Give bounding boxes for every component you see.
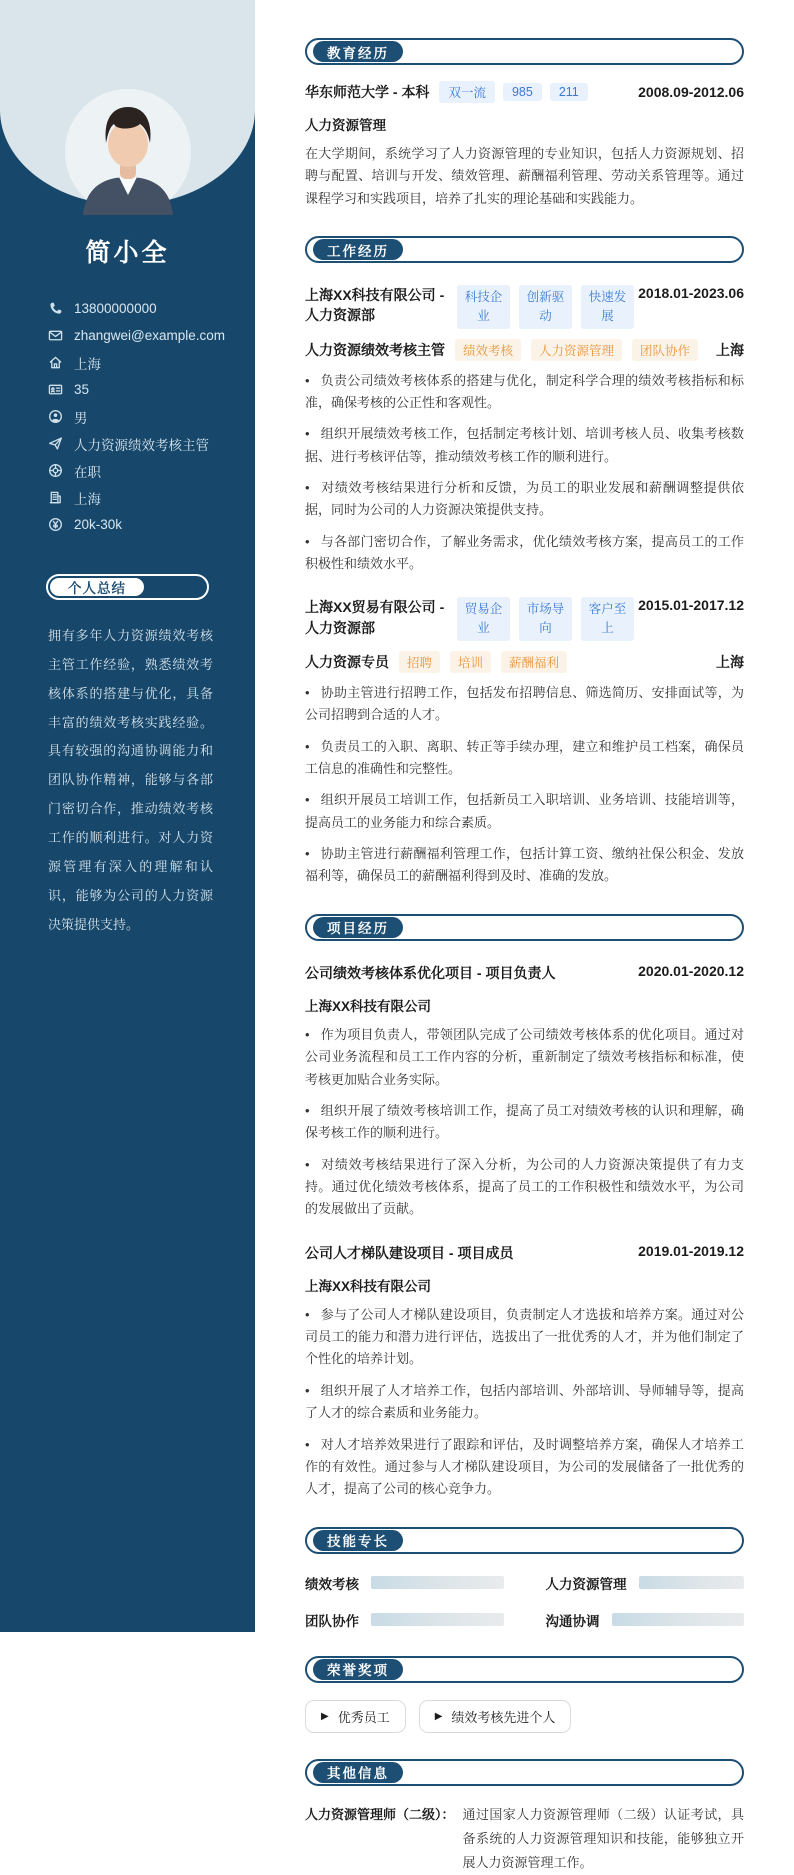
bullet-dot: • (305, 372, 310, 388)
project-name: 公司绩效考核体系优化项目 - 项目负责人 (305, 964, 556, 981)
project-header (305, 963, 744, 983)
project-company: 上海XX科技有限公司 (305, 998, 432, 1014)
school-badge: 985 (503, 83, 542, 101)
skill-name: 团队协作 (305, 1613, 359, 1629)
skills-grid (305, 1573, 744, 1630)
bullet-dot: • (305, 846, 310, 862)
skill-item (305, 1610, 504, 1630)
school-name: 华东师范大学 - 本科 (305, 84, 430, 100)
job-location: 上海 (716, 653, 744, 670)
other-section-header (305, 1759, 744, 1786)
work-section-title: 工作经历 (313, 239, 403, 260)
education-entry-header (305, 81, 744, 103)
bullet-dot: • (305, 684, 310, 700)
building-icon (48, 490, 63, 505)
job-role: 人力资源绩效考核主管 (305, 341, 445, 358)
certificate-description: 通过国家人力资源管理师（二级）认证考试，具备系统的人力资源管理知识和技能，能够独立开展人力资源管理工作。 (462, 1806, 744, 1870)
avatar (65, 89, 191, 215)
school-badges (439, 81, 587, 103)
bullet-dot: • (305, 426, 310, 442)
job-location: 上海 (716, 341, 744, 358)
education-section-title: 教育经历 (313, 41, 403, 62)
id-card-icon (48, 382, 63, 397)
job-date: 2018.01-2023.06 (638, 285, 744, 302)
play-icon: ▶ (434, 1710, 443, 1722)
education-description: 在大学期间，系统学习了人力资源管理的专业知识，包括人力资源规划、招聘与配置、培训与开发、绩效管理、薪酬福利管理、劳动关系管理等。通过课程学习和实践项目，培养了扎实的理论基础和实践能力。 (305, 146, 744, 206)
project-company: 上海XX科技有限公司 (305, 1278, 432, 1294)
contact-city-text: 上海 (74, 491, 101, 507)
job-company-tags (457, 597, 634, 641)
home-icon (48, 355, 63, 370)
contact-status (48, 457, 229, 484)
bullet-dot: • (305, 738, 310, 754)
role-tag: 团队协作 (632, 339, 698, 361)
bullet-text: 协助主管进行招聘工作，包括发布招聘信息、筛选简历、安排面试等，为公司招聘到合适的人才。 (305, 684, 744, 723)
bullet-text: 负责公司绩效考核体系的搭建与优化，制定科学合理的绩效考核指标和标准，确保考核的公正性和客观性。 (305, 372, 744, 410)
contact-age (48, 376, 229, 403)
honor-text: 绩效考核先进个人 (451, 1709, 556, 1725)
bullet-text: 对绩效考核结果进行了深入分析，为公司的人力资源决策提供了有力支持。通过优化绩效考核体系，提高了员工的工作积极性和绩效水平，为公司的发展做出了贡献。 (305, 1156, 744, 1217)
contact-list (48, 295, 229, 538)
other-section-title: 其他信息 (313, 1762, 403, 1783)
projects-section-title: 项目经历 (313, 917, 403, 938)
bullet-text: 对人才培养效果进行了跟踪和评估，及时调整培养方案，确保人才培养工作的有效性。通过参与人才梯队建设项目，为公司的发展储备了一批优秀的人才，提高了公司的核心竞争力。 (305, 1436, 744, 1497)
bullet-text: 作为项目负责人，带领团队完成了公司绩效考核体系的优化项目。通过对公司业务流程和员工工作内容的分析，重新制定了绩效考核指标和标准，使考核更加贴合业务实际。 (305, 1026, 744, 1087)
job-header (305, 285, 744, 329)
section-education (305, 38, 744, 210)
bullet-text: 组织开展了人才培养工作，包括内部培训、外部培训、导师辅导等，提高了人才的综合素质和业务能力。 (305, 1382, 744, 1421)
job-company: 上海XX贸易有限公司 - 人力资源部 (305, 599, 445, 636)
skill-name: 人力资源管理 (545, 1576, 627, 1592)
role-tag: 绩效考核 (455, 339, 521, 361)
project-header (305, 1243, 744, 1263)
certificate-name: 人力资源管理师（二级）： (305, 1806, 455, 1822)
bullet-dot: • (305, 1156, 310, 1172)
company-tag: 快速发展 (581, 285, 634, 329)
bullet-text: 对绩效考核结果进行分析和反馈，为员工的职业发展和薪酬调整提供依据，同时为公司的人力资源决策提供支持。 (305, 480, 744, 518)
bullet-item (305, 1100, 744, 1145)
company-tag: 科技企业 (457, 285, 510, 329)
bullet-dot: • (305, 1382, 310, 1398)
gender-icon (48, 409, 63, 424)
project-entry (305, 963, 744, 1221)
bullet-item (305, 370, 744, 415)
contact-email (48, 322, 229, 349)
play-icon: ▶ (321, 1710, 329, 1722)
phone-icon (48, 301, 63, 316)
contact-gender (48, 403, 229, 430)
job-role-row (305, 339, 744, 361)
bullet-item (305, 1434, 744, 1501)
bullet-dot: • (305, 1102, 310, 1118)
job-entry (305, 285, 744, 575)
contact-phone (48, 295, 229, 322)
honor-pill (305, 1700, 406, 1733)
main-content (255, 0, 794, 1875)
contact-city (48, 484, 229, 511)
bullet-dot: • (305, 1436, 310, 1452)
summary-section-header (46, 574, 209, 600)
status-icon (48, 463, 63, 478)
bullet-dot: • (305, 792, 310, 808)
education-major: 人力资源管理 (305, 118, 386, 133)
skill-item (546, 1573, 745, 1593)
work-section-header (305, 236, 744, 263)
contact-salary (48, 511, 229, 538)
company-tag: 创新驱动 (519, 285, 572, 329)
bullet-text: 协助主管进行薪酬福利管理工作，包括计算工资、缴纳社保公积金、发放福利等，确保员工的薪酬福利得到及时、准确的发放。 (305, 846, 744, 884)
skill-name: 沟通协调 (545, 1613, 600, 1629)
bullet-item (305, 736, 744, 781)
bullet-dot: • (305, 480, 310, 496)
paper-plane-icon (48, 436, 63, 451)
project-name: 公司人才梯队建设项目 - 项目成员 (305, 1244, 514, 1261)
job-entry (305, 597, 744, 887)
job-company: 上海XX科技有限公司 - 人力资源部 (305, 287, 445, 324)
school-badge: 211 (550, 83, 588, 101)
honor-pill (419, 1700, 572, 1733)
skill-bar (371, 1576, 504, 1589)
certificate-row (305, 1803, 744, 1875)
projects-section-header (305, 914, 744, 941)
contact-position-text: 人力资源绩效考核主管 (74, 437, 209, 453)
education-date: 2008.09-2012.06 (638, 84, 744, 100)
honors-section-header (305, 1656, 744, 1683)
project-date: 2019.01-2019.12 (638, 1242, 744, 1259)
contact-hometown (48, 349, 229, 376)
honors-list (305, 1700, 744, 1733)
job-header (305, 597, 744, 641)
skill-item (546, 1610, 745, 1630)
bullet-item (305, 1304, 744, 1371)
candidate-name: 简小全 (85, 239, 170, 267)
company-tag: 客户至上 (581, 597, 634, 641)
skills-section-header (305, 1527, 744, 1554)
bullet-item (305, 1024, 744, 1091)
contact-salary-text: 20k-30k (74, 517, 123, 532)
bullet-item (305, 423, 744, 468)
avatar-illustration (65, 89, 191, 215)
contact-phone-text: 13800000000 (74, 301, 157, 316)
sidebar (0, 0, 255, 1632)
bullet-text: 组织开展了绩效考核培训工作，提高了员工对绩效考核的认识和理解，确保考核工作的顺利进行。 (305, 1102, 744, 1141)
section-honors (305, 1656, 744, 1733)
skills-section-title: 技能专长 (313, 1530, 403, 1551)
salary-icon (48, 517, 63, 532)
company-tag: 市场导向 (519, 597, 572, 641)
bullet-dot: • (305, 1026, 310, 1042)
bullet-dot: • (305, 1306, 310, 1322)
contact-hometown-text: 上海 (74, 356, 101, 372)
project-entry (305, 1243, 744, 1501)
job-role: 人力资源专员 (305, 653, 389, 670)
skill-bar (612, 1613, 745, 1626)
summary-section-title: 个人总结 (50, 578, 144, 596)
section-skills (305, 1527, 744, 1630)
section-other (305, 1759, 744, 1875)
school-badge: 双一流 (439, 81, 495, 103)
bullet-item (305, 1380, 744, 1425)
bullet-text: 组织开展绩效考核工作，包括制定考核计划、培训考核人员、收集考核数据、进行考核评估等，推动绩效考核工作的顺利进行。 (305, 426, 744, 464)
job-date: 2015.01-2017.12 (638, 597, 744, 614)
bullet-text: 负责员工的入职、离职、转正等手续办理，建立和维护员工档案，确保员工信息的准确性和完整性。 (305, 738, 744, 777)
skill-name: 绩效考核 (305, 1576, 359, 1592)
contact-position (48, 430, 229, 457)
bullet-text: 与各部门密切合作，了解业务需求，优化绩效考核方案，提高员工的工作积极性和绩效水平。 (305, 533, 744, 572)
bullet-item (305, 843, 744, 888)
honors-section-title: 荣誉奖项 (313, 1659, 403, 1680)
mail-icon (48, 328, 63, 343)
contact-gender-text: 男 (74, 410, 88, 426)
bullet-item (305, 789, 744, 834)
bullet-item (305, 531, 744, 576)
bullet-dot: • (305, 533, 310, 549)
summary-text: 拥有多年人力资源绩效考核主管工作经验，熟悉绩效考核体系的搭建与优化，具备丰富的绩效考核实践经验。具有较强的沟通协调能力和团队协作精神，能够与各部门密切合作，推动绩效考核工作的顺利进行。对人力资源管理有深入的理解和认识，能够为公司的人力资源决策提供支持。 (48, 628, 213, 932)
contact-email-text: zhangwei@example.com (74, 328, 226, 343)
skill-bar (371, 1613, 504, 1626)
role-tag: 薪酬福利 (501, 651, 567, 673)
section-projects (305, 914, 744, 1501)
honor-text: 优秀员工 (337, 1709, 390, 1725)
bullet-text: 参与了公司人才梯队建设项目，负责制定人才选拔和培养方案。通过对公司员工的能力和潜力进行评估，选拔出了一批优秀的人才，并为他们制定了个性化的培养计划。 (305, 1306, 744, 1367)
project-date: 2020.01-2020.12 (638, 962, 744, 979)
skill-bar (639, 1576, 745, 1589)
section-work (305, 236, 744, 888)
role-tag: 培训 (450, 651, 491, 673)
bullet-text: 组织开展员工培训工作，包括新员工入职培训、业务培训、技能培训等，提高员工的业务能力和综合素质。 (305, 792, 744, 830)
bullet-item (305, 682, 744, 727)
company-tag: 贸易企业 (457, 597, 510, 641)
education-section-header (305, 38, 744, 65)
role-tag: 招聘 (399, 651, 440, 673)
bullet-item (305, 477, 744, 522)
bullet-item (305, 1154, 744, 1221)
job-role-row (305, 651, 744, 673)
skill-item (305, 1573, 504, 1593)
contact-status-text: 在职 (74, 464, 101, 480)
contact-age-text: 35 (74, 382, 90, 397)
job-company-tags (457, 285, 634, 329)
role-tag: 人力资源管理 (531, 339, 622, 361)
